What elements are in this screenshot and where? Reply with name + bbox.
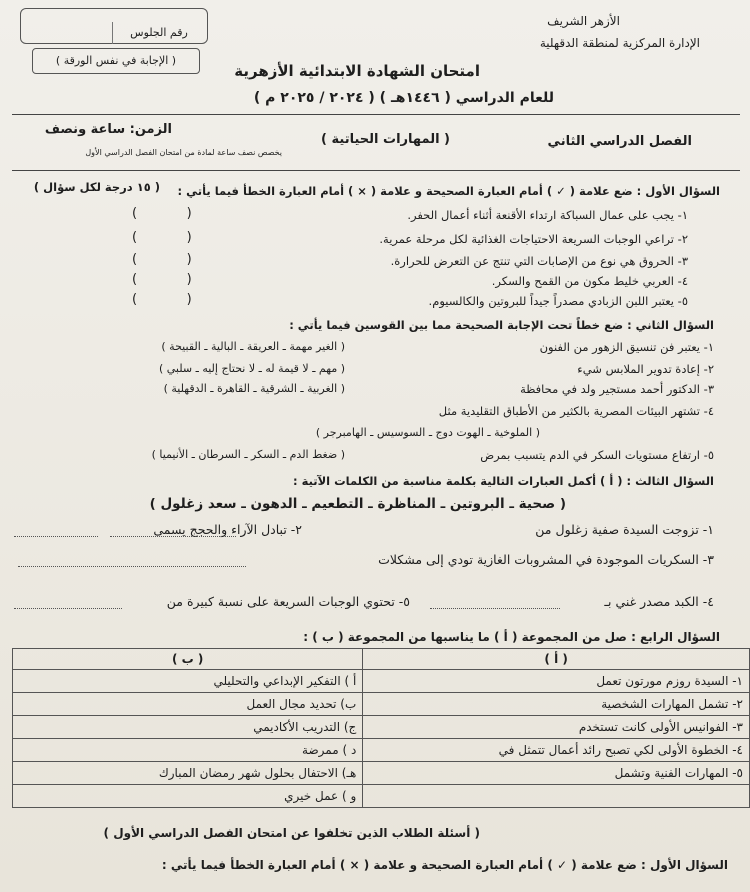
q3-item: ٢- تبادل الآراء والحجج يسمى [153,522,302,537]
seat-number-label: رقم الجلوس [112,22,205,44]
q3-item: ٣- السكريات الموجودة في المشروبات الغازية تودي إلى مشكلات [378,552,714,567]
q3-item: ٥- تحتوي الوجبات السريعة على نسبة كبيرة من [166,594,410,609]
q2-item: ٢- إعادة تدوير الملابس شيء [577,362,714,376]
q4-col-a-item: ٢- تشمل المهارات الشخصية [363,693,750,716]
table-row [13,739,750,762]
q3-answer-line[interactable] [14,536,98,537]
duration-note: يخصص نصف ساعة لمادة من امتحان الفصل الدراسي الأول [85,148,282,157]
q4-col-b-item: ب) تحديد مجال العمل [13,693,363,716]
q4-col-a-item: ٣- الفوانيس الأولى كانت تستخدم [363,716,750,739]
q2-options: ( الغير مهمة ـ العريقة ـ البالية ـ القبيحة ) [161,340,345,353]
header-divider-2 [12,170,740,171]
section-note: ( أسئلة الطلاب الذين تخلفوا عن امتحان الفصل الدراسي الأول ) [103,826,480,840]
q3-item: ٤- الكبد مصدر غني بـ [604,594,714,609]
q1-answer-slot[interactable]: ( ) [132,272,192,287]
q2-options: ( الغربية ـ الشرقية ـ القاهرة ـ الدقهلية ) [163,382,345,395]
q3-answer-line[interactable] [110,536,236,537]
exam-title: امتحان الشهادة الابتدائية الأزهرية [234,62,480,80]
table-row [13,670,750,693]
q2-options: ( ضغط الدم ـ السكر ـ السرطان ـ الأنيميا ) [151,448,345,461]
subject: ( المهارات الحياتية ) [321,132,450,147]
administration: الإدارة المركزية لمنطقة الدقهلية [539,36,700,50]
q4-col-a-header: ( أ ) [363,649,750,670]
q4-col-b-header: ( ب ) [13,649,363,670]
table-row [13,693,750,716]
table-row [13,716,750,739]
q1-answer-slot[interactable]: ( ) [132,206,192,221]
q3-answer-line[interactable] [18,566,246,567]
institution: الأزهر الشريف [547,14,620,28]
answer-note: ( الإجابة في نفس الورقة ) [32,48,200,74]
q4-title: السؤال الرابع : صل من المجموعة ( أ ) ما يناسبها من المجموعة ( ب ) : [303,630,720,644]
duration: الزمن: ساعة ونصف [44,122,172,137]
q1-score: ( ١٥ درجة لكل سؤال ) [33,180,160,194]
table-row [13,762,750,785]
q3-title: السؤال الثالث : ( أ ) أكمل العبارات التالية بكلمة مناسبة من الكلمات الآتية : [293,474,714,488]
q1-answer-slot[interactable]: ( ) [132,292,192,307]
q3-item: ١- تزوجت السيدة صفية زغلول من [535,522,714,537]
q2-item: ٥- ارتفاع مستويات السكر في الدم يتسبب بمرض [480,448,714,462]
q2-options: ( مهم ـ لا قيمة له ـ لا نحتاج إليه ـ سلبي ) [158,362,345,375]
q4-matching-table [12,648,750,808]
q2-item: ٣- الدكتور أحمد مستجير ولد في محافظة [520,382,714,396]
q1-answer-slot[interactable]: ( ) [132,230,192,245]
q4-col-b-item: ج) التدريب الأكاديمي [13,716,363,739]
q4-col-b-item: و ) عمل خيري [13,785,363,808]
q1-item: ٢- تراعي الوجبات السريعة الاحتياجات الغذائية لكل مرحلة عمرية. [379,232,688,246]
q1-title: السؤال الأول : ضع علامة ( ✓ ) أمام العبارة الصحيحة و علامة ( × ) أمام العبارة الخطأ فيما يأتي : [177,184,720,198]
q2-title: السؤال الثاني : ضع خطاً تحت الإجابة الصحيحة مما بين القوسين فيما يأتي : [289,318,714,332]
term: الفصل الدراسي الثاني [547,134,692,149]
q1-item: ٣- الحروق هي نوع من الإصابات التي تنتج عن التعرض للحرارة. [390,254,688,268]
q1-item: ٥- يعتبر اللبن الزبادي مصدراً جيداً للبروتين والكالسيوم. [428,294,688,308]
q2-item: ١- يعتبر فن تنسيق الزهور من الفنون [539,340,714,354]
q2-options: ( الملوخية ـ الهوت دوج ـ السوسيس ـ الهامبرجر ) [315,426,540,439]
q2-item: ٤- تشتهر البيئات المصرية بالكثير من الأطباق التقليدية مثل [438,404,714,418]
q1-item: ١- يجب على عمال السباكة ارتداء الأقنعة أثناء أعمال الحفر. [407,208,688,222]
q4-col-a-item: ٥- المهارات الفنية وتشمل [363,762,750,785]
q1-item: ٤- العربي خليط مكون من القمح والسكر. [491,274,688,288]
q4-col-b-item: أ ) التفكير الإبداعي والتحليلي [13,670,363,693]
q4-col-b-item: هـ) الاحتفال بحلول شهر رمضان المبارك [13,762,363,785]
q1-answer-slot[interactable]: ( ) [132,252,192,267]
q3-word-bank: ( صحية ـ البروتين ـ المناظرة ـ التطعيم ـ الدهون ـ سعد زغلول ) [149,496,566,512]
q3-answer-line[interactable] [430,608,560,609]
academic-year: للعام الدراسي ( ١٤٤٦هـ ) ( ٢٠٢٤ / ٢٠٢٥ م ) [253,90,554,106]
q4-col-b-item: د ) ممرضة [13,739,363,762]
q1-repeat-title: السؤال الأول : ضع علامة ( ✓ ) أمام العبارة الصحيحة و علامة ( × ) أمام العبارة الخطأ فيما يأتي : [161,858,728,872]
header-divider [12,114,740,115]
q4-col-a-item: ٤- الخطوة الأولى لكي تصبح رائد أعمال تتمثل في [363,739,750,762]
q4-col-a-item [363,785,750,808]
q4-col-a-item: ١- السيدة روزم مورتون تعمل [363,670,750,693]
table-row [13,785,750,808]
q3-answer-line[interactable] [14,608,122,609]
